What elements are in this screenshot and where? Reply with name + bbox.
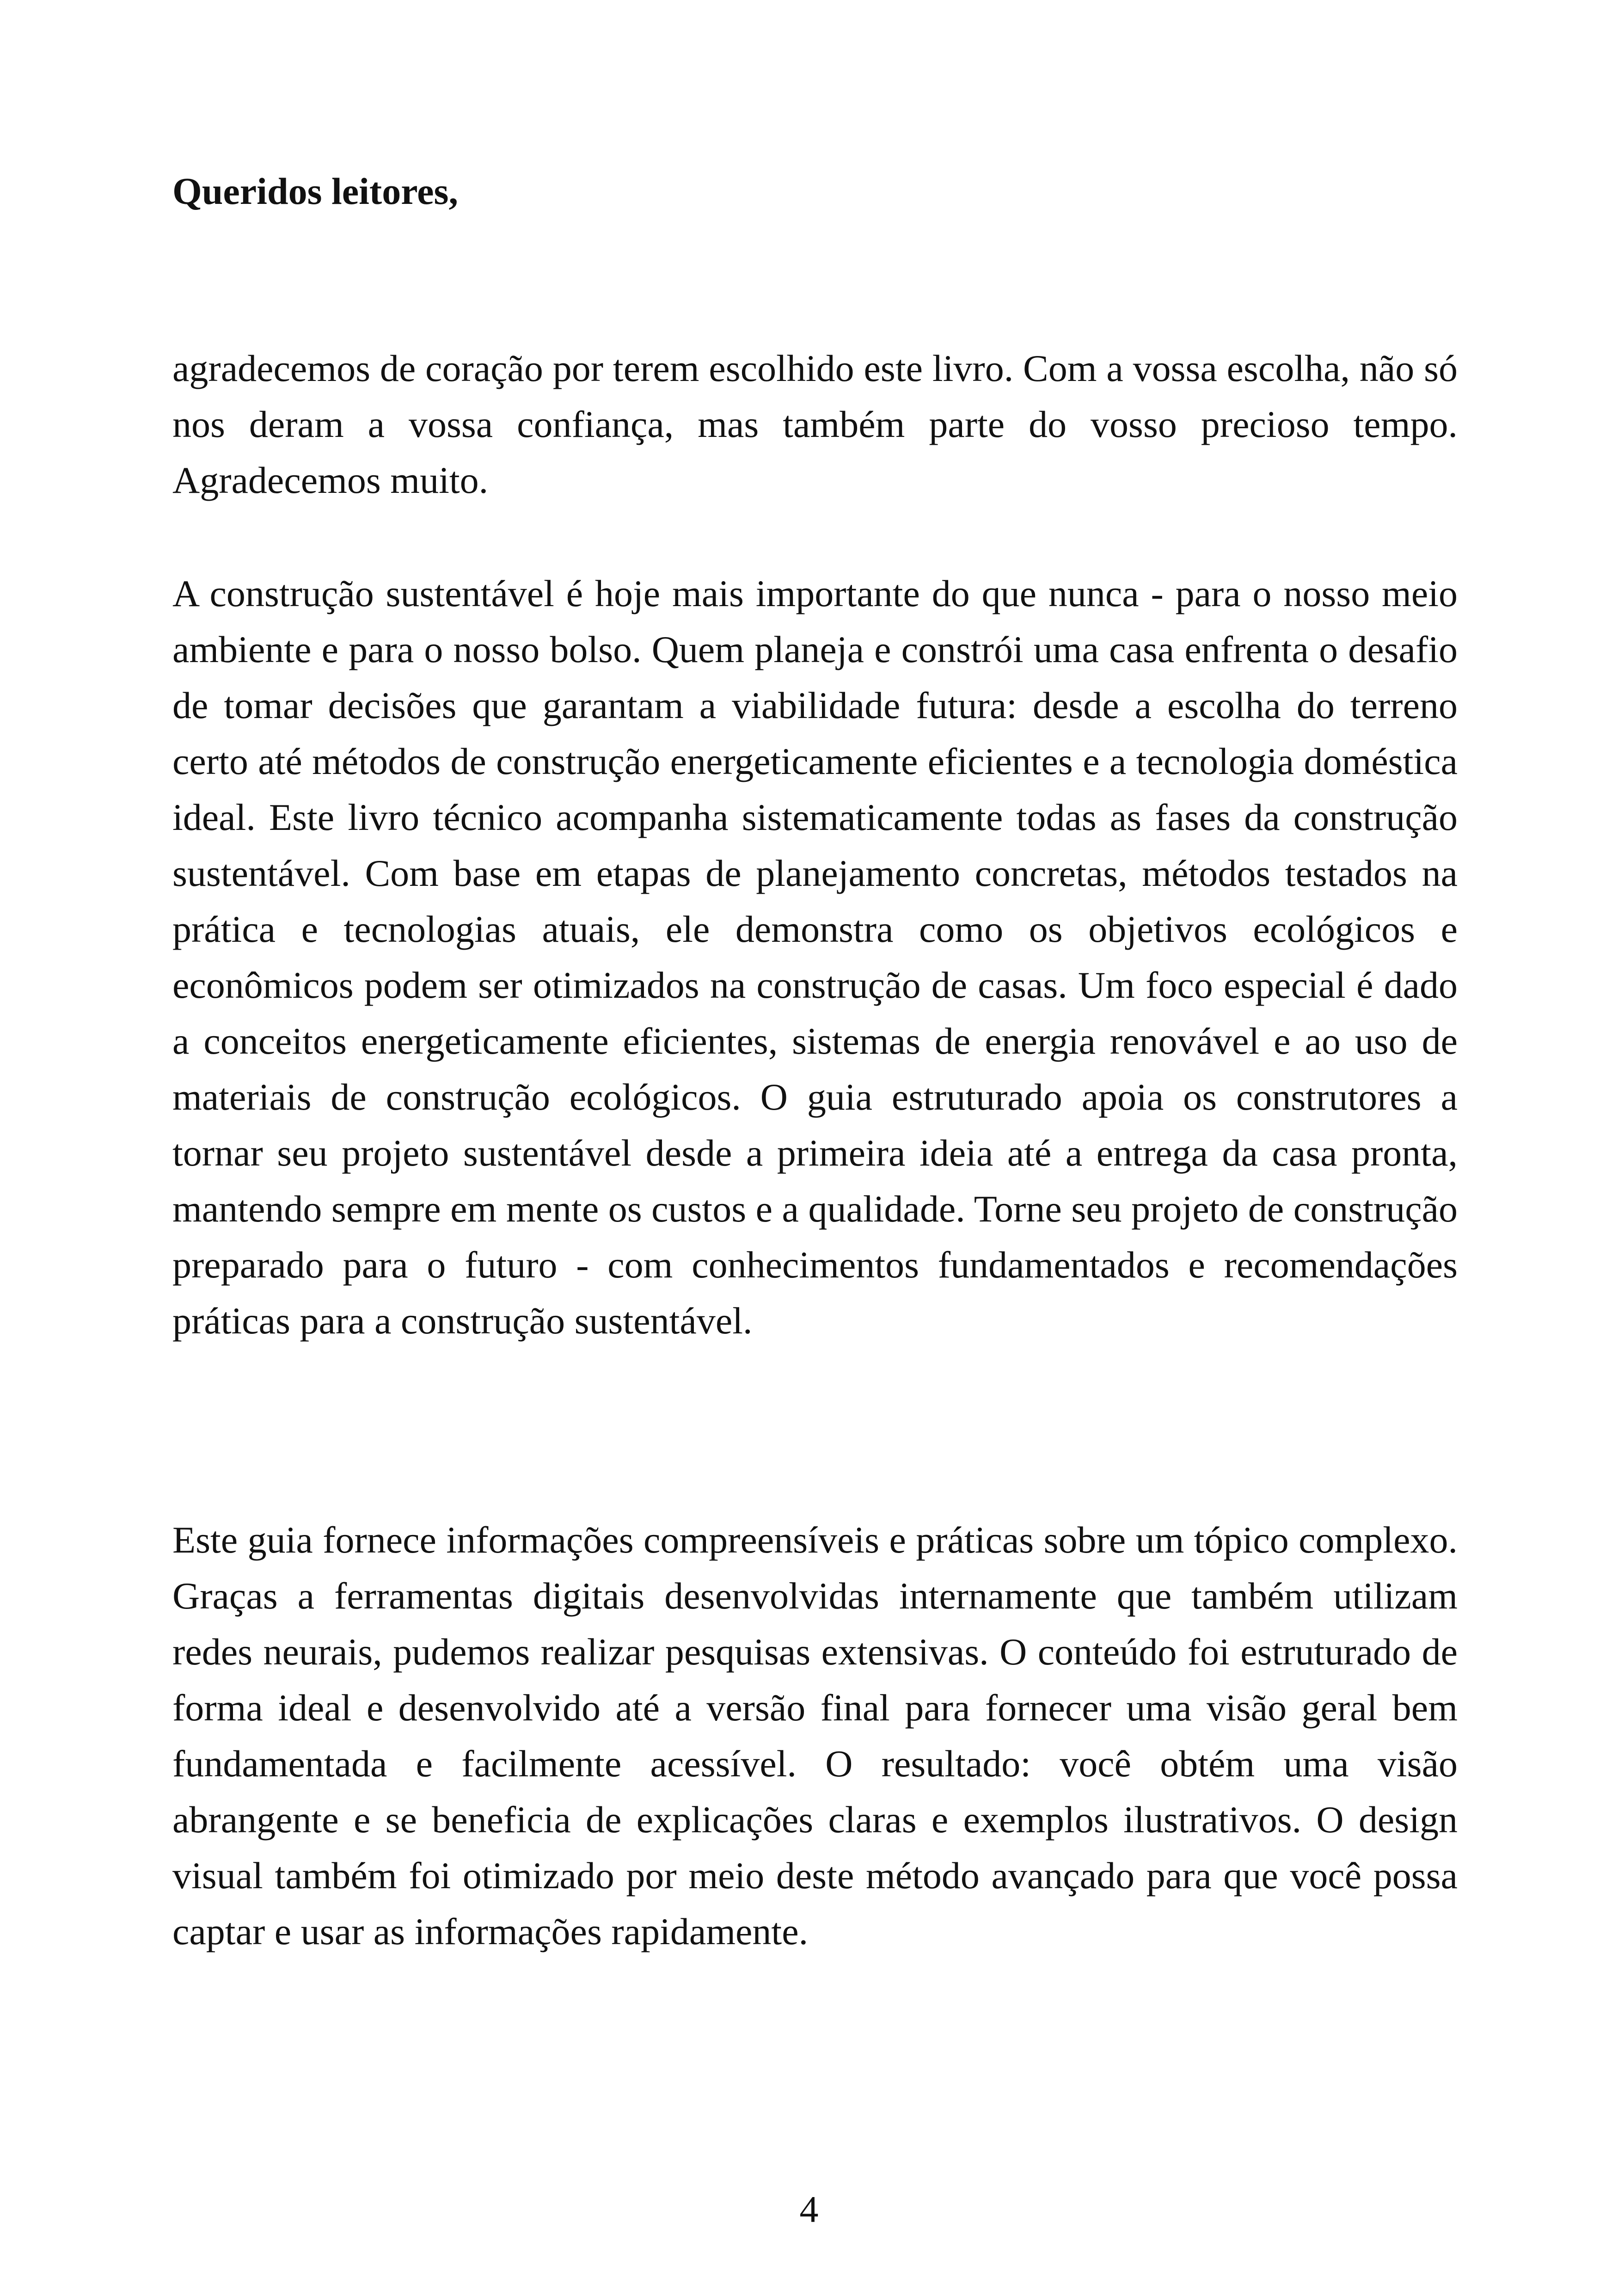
page-number: 4 bbox=[799, 2188, 819, 2230]
greeting-heading: Queridos leitores, bbox=[172, 170, 458, 212]
paragraph-sustainable-construction: A construção sustentável é hoje mais importante do que nunca - para o nosso meio ambiente e para o nosso bolso. Quem planeja e constrói uma casa enfrenta o desafio de tomar decisões que garantam a viabilidade futura: desde a escolha do terreno certo até métodos de construção energeticamente eficientes e a tecnologia doméstica ideal. Este livro técnico acompanha sistematicamente todas as fases da construção sustentável. Com base em etapas de planejamento concretas, métodos testados na prática e tecnologias atuais, ele demonstra como os objetivos ecológicos e econômicos podem ser otimizados na construção de casas. Um foco especial é dado a conceitos energeticamente eficientes, sistemas de energia renovável e ao uso de materiais de construção ecológicos. O guia estruturado apoia os construtores a tornar seu projeto sustentável desde a primeira ideia até a entrega da casa pronta, mantendo sempre em mente os custos e a qualidade. Torne seu projeto de construção preparado para o futuro - com conhecimentos fundamentados e recomendações práticas para a construção sustentável. bbox=[172, 572, 1458, 1342]
paragraph-thanks: agradecemos de coração por terem escolhido este livro. Com a vossa escolha, não só nos deram a vossa confiança, mas também parte do vosso precioso tempo. Agradecemos muito. bbox=[172, 347, 1458, 501]
paragraph-guide-method: Este guia fornece informações compreensíveis e práticas sobre um tópico complexo. Graças a ferramentas digitais desenvolvidas internamente que também utilizam redes neurais, pudemos realizar pesquisas extensivas. O conteúdo foi estruturado de forma ideal e desenvolvido até a versão final para fornecer uma visão geral bem fundamentada e facilmente acessível. O resultado: você obtém uma visão abrangente e se beneficia de explicações claras e exemplos ilustrativos. O design visual também foi otimizado por meio deste método avançado para que você possa captar e usar as informações rapidamente. bbox=[172, 1519, 1458, 1952]
